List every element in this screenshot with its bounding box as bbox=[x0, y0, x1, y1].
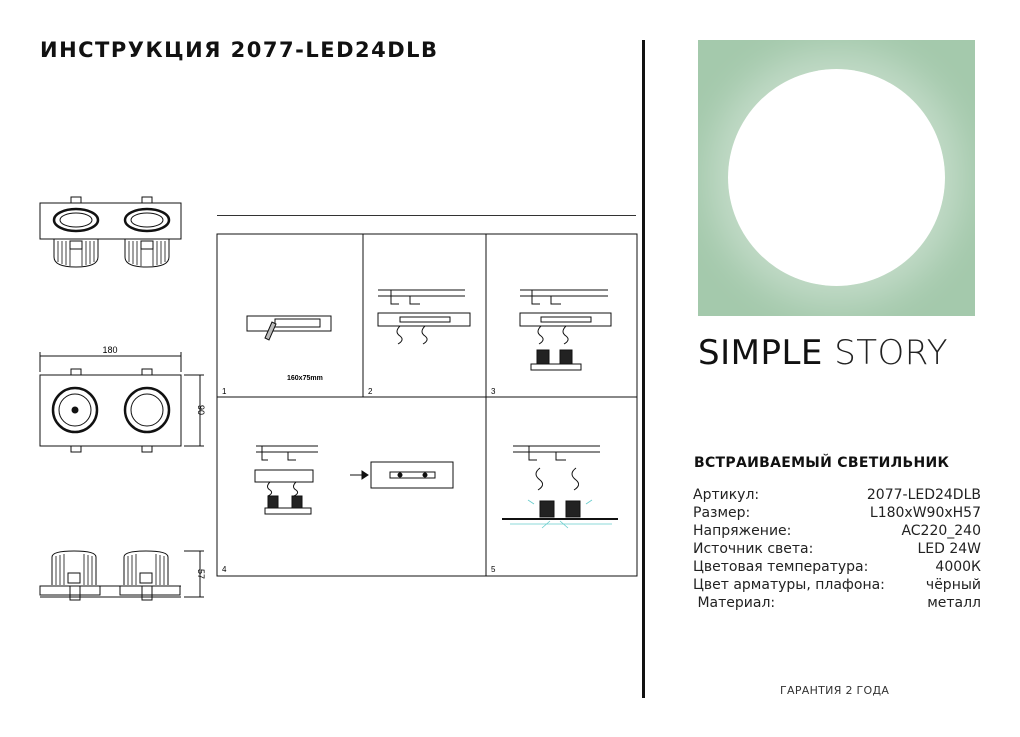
spec-row bbox=[693, 594, 981, 612]
dimension-height: 57 bbox=[196, 568, 206, 580]
spec-label: Артикул: bbox=[693, 487, 760, 503]
fixture-side-view bbox=[40, 551, 204, 600]
spec-value: 2077-LED24DLB bbox=[866, 487, 981, 503]
step-number-1: 1 bbox=[222, 387, 227, 396]
spec-list bbox=[693, 486, 981, 612]
spec-label: Цветовая температура: bbox=[693, 559, 869, 575]
fixture-top-view bbox=[40, 197, 181, 267]
spec-row bbox=[693, 522, 981, 540]
product-hero-image bbox=[698, 40, 975, 316]
step-5-finish bbox=[502, 446, 618, 528]
warranty-note: ГАРАНТИЯ 2 ГОДА bbox=[780, 684, 890, 697]
brand-part-2: STORY bbox=[834, 333, 949, 373]
spec-value: 4000К bbox=[935, 559, 981, 575]
spec-row bbox=[693, 486, 981, 504]
step-2-wiring bbox=[378, 290, 470, 344]
spec-label: Напряжение: bbox=[693, 523, 792, 539]
spec-label: Размер: bbox=[693, 505, 751, 521]
spec-row bbox=[693, 504, 981, 522]
spec-value: металл bbox=[927, 595, 981, 611]
cutout-label: 160x75mm bbox=[287, 375, 323, 382]
brand-logo bbox=[698, 333, 975, 373]
spec-label: Материал: bbox=[693, 595, 776, 611]
step-3-connect bbox=[520, 290, 611, 370]
step-number-2: 2 bbox=[368, 387, 373, 396]
step-4-install bbox=[255, 446, 453, 514]
step-number-4: 4 bbox=[222, 565, 227, 574]
instruction-grid bbox=[217, 234, 637, 576]
product-type: ВСТРАИВАЕМЫЙ СВЕТИЛЬНИК bbox=[694, 455, 950, 471]
spec-value: L180xW90xH57 bbox=[869, 505, 981, 521]
fixture-front-view bbox=[40, 352, 204, 452]
spec-label: Цвет арматуры, плафона: bbox=[693, 577, 885, 593]
vertical-divider bbox=[642, 40, 645, 698]
spec-row bbox=[693, 558, 981, 576]
dimension-length: 180 bbox=[102, 345, 118, 355]
spec-label: Источник света: bbox=[693, 541, 814, 557]
spec-row bbox=[693, 576, 981, 594]
step-number-5: 5 bbox=[491, 565, 496, 574]
spec-row bbox=[693, 540, 981, 558]
spec-value: AC220_240 bbox=[901, 523, 981, 539]
page-title: ИНСТРУКЦИЯ 2077-LED24DLB bbox=[40, 38, 439, 62]
brand-part-1: SIMPLE bbox=[698, 333, 823, 373]
light-glow-circle bbox=[728, 69, 945, 286]
spec-value: чёрный bbox=[925, 577, 981, 593]
step-1-cutout bbox=[247, 316, 331, 340]
dimension-width: 90 bbox=[196, 404, 206, 416]
step-number-3: 3 bbox=[491, 387, 496, 396]
spec-value: LED 24W bbox=[917, 541, 981, 557]
